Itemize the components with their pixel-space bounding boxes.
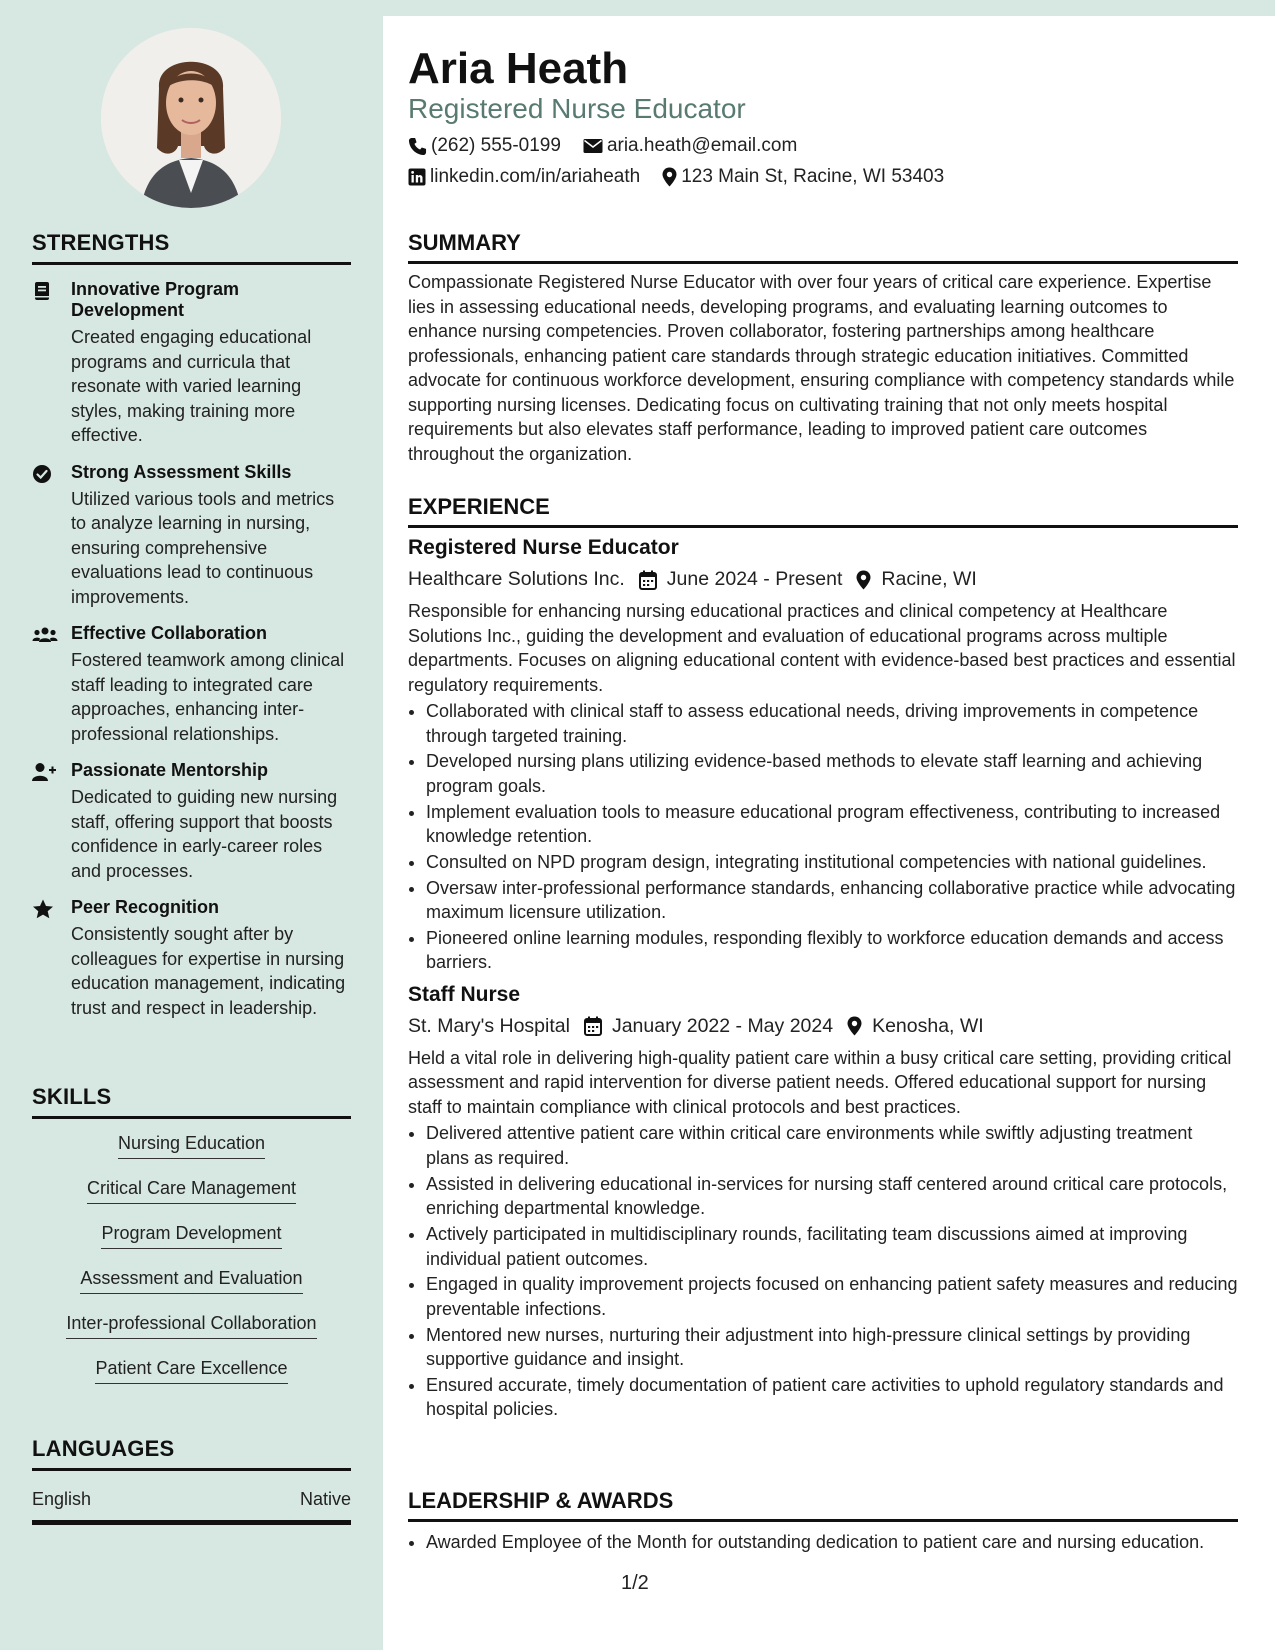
job-dates [639,568,843,591]
job-location-text: Kenosha, WI [872,1014,984,1037]
candidate-name: Aria Heath [408,44,629,93]
strength-item [32,623,351,746]
map-pin-icon [856,570,871,590]
job-description: Held a vital role in delivering high-quality patient care within a busy critical care setting, providing critical assessment and rapid intervention for diverse patient needs. Offered educational support for nursing staff to maintain compliance with clinical protocols and best practices. [408,1047,1232,1117]
job-meta [408,568,1238,591]
address-contact [662,166,944,188]
linkedin-icon [408,168,426,186]
job-bullet: • Assisted in delivering educational in-services for nursing staff centered around critical care protocols, enriching departmental knowledge. [426,1172,1238,1221]
strength-item [32,897,351,1020]
job-title: Registered Nurse Educator [408,536,679,559]
job-company: St. Mary's Hospital [408,1014,570,1037]
job-company: Healthcare Solutions Inc. [408,568,625,590]
language-row [32,1489,351,1525]
strengths-title: STRENGTHS [32,230,351,265]
strength-title: Innovative Program Development [71,279,240,320]
job-bullet: • Oversaw inter-professional performance standards, enhancing collaborative practice while advocating maximum licensure utilization. [426,876,1238,925]
sidebar [0,0,383,1650]
job-bullets [408,1121,1238,1421]
skill-tag: Nursing Education [118,1133,265,1159]
phone-contact[interactable] [408,135,561,157]
strength-item [32,760,351,883]
linkedin-contact[interactable] [408,166,640,188]
job-bullet: • Actively participated in multidisciplinary rounds, facilitating team discussions aimed at improving individual patient outcomes. [426,1222,1238,1271]
map-pin-icon [662,167,677,187]
skill-tag: Inter-professional Collaboration [66,1313,316,1339]
strength-description: Created engaging educational programs and curricula that resonate with varied learning styles, making training more effective. [71,327,312,445]
experience-section [408,494,1238,1423]
strength-title: Effective Collaboration [71,623,268,643]
star-icon [32,899,56,919]
job-bullet: • Mentored new nurses, nurturing their adjustment into high-pressure clinical settings by providing supportive guidance and insight. [426,1323,1238,1372]
job-bullet: • Delivered attentive patient care within critical care environments while swiftly adjusting treatment plans as required. [426,1121,1238,1170]
job-dates-text: January 2022 - May 2024 [611,1014,834,1037]
main-content [383,16,1275,1650]
job-title: Staff Nurse [408,982,521,1006]
job-bullet: • Implement evaluation tools to measure educational program effectiveness, contributing to increased knowledge retention. [426,800,1238,849]
strength-description: Dedicated to guiding new nursing staff, offering support that boosts confidence in early-career roles and processes. [71,787,338,881]
skill-tag: Critical Care Management [87,1178,296,1204]
job-bullet: • Consulted on NPD program design, integrating institutional competencies with national guidelines. [426,850,1238,875]
candidate-role: Registered Nurse Educator [408,93,746,124]
phone-text: (262) 555-0199 [431,135,561,156]
strength-description: Consistently sought after by colleagues for expertise in nursing education management, indicating trust and respect in leadership. [71,924,346,1018]
portrait-image [101,28,281,208]
avatar [101,28,281,208]
awards-title: LEADERSHIP & AWARDS [408,1488,1238,1522]
skills-title: SKILLS [32,1084,351,1119]
skill-tag: Assessment and Evaluation [80,1268,302,1294]
skills-list [32,1133,351,1403]
strength-description: Fostered teamwork among clinical staff leading to integrated care approaches, enhancing inter-professional relationships. [71,650,345,744]
job-entry [408,983,1238,1422]
language-level: Native [299,1489,351,1509]
page-number: 1/2 [621,1572,649,1594]
strength-item [32,462,351,610]
job-location [856,568,976,591]
job-bullet: • Collaborated with clinical staff to assess educational needs, driving improvements in competence through targeted training. [426,699,1238,748]
languages-section [32,1436,351,1525]
job-bullet: • Ensured accurate, timely documentation of patient care activities to uphold regulatory standards and hospital policies. [426,1373,1238,1422]
strength-title: Passionate Mentorship [71,760,269,780]
contact-row [408,135,819,157]
skill-tag: Patient Care Excellence [95,1358,287,1384]
address-text: 123 Main St, Racine, WI 53403 [681,166,945,187]
strength-description: Utilized various tools and metrics to analyze learning in nursing, ensuring comprehensive evaluations lead to continuous improvements. [71,488,335,607]
summary-title: SUMMARY [408,230,1238,264]
job-location-text: Racine, WI [881,568,977,590]
job-entry [408,536,1238,975]
email-text: aria.heath@email.com [606,135,798,156]
awards-bullets [408,1530,1238,1555]
job-dates [584,1015,833,1038]
awards-section [408,1488,1238,1556]
language-name: English [32,1489,92,1509]
calendar-icon [584,1016,602,1036]
languages-title: LANGUAGES [32,1436,351,1471]
phone-icon [408,137,427,156]
users-icon [32,625,56,645]
job-bullet: • Developed nursing plans utilizing evidence-based methods to elevate staff learning and achieving program goals. [426,749,1238,798]
user-plus-icon [32,762,56,782]
strength-item [32,279,351,448]
linkedin-text: linkedin.com/in/ariaheath [430,166,641,187]
job-meta [408,1015,1238,1038]
summary-section [408,230,1238,466]
job-dates-text: June 2024 - Present [666,568,843,590]
experience-title: EXPERIENCE [408,494,1238,528]
calendar-icon [639,570,657,590]
job-bullet: • Engaged in quality improvement projects focused on enhancing patient safety measures and reducing preventable infections. [426,1272,1238,1321]
job-bullet: • Pioneered online learning modules, responding flexibly to workforce education demands and access barriers. [426,926,1238,975]
job-description: Responsible for enhancing nursing educational practices and clinical competency at Healthcare Solutions Inc., guiding the development and evaluation of educational programs across multiple departments. Focuses on aligning educational content with evidence-based best practices and essential regulatory requirements. [408,601,1236,695]
summary-text: Compassionate Registered Nurse Educator with over four years of critical care experience. Expertise lies in assessing educational needs, developing programs, and evaluating learning outcomes to enhance nursing competencies. Proven collaborator, fostering partnerships among healthcare professionals, enhancing patient care standards through strategic education initiatives. Committed advocate for continuous workforce development, ensuring compliance with competency standards while supporting nursing licenses. Dedicating focus on cultivating training that not only meets hospital requirements but also elevates staff performance, leading to improved patient care outcomes throughout the organization. [408,272,1235,464]
contact-row-2 [408,166,966,188]
book-icon [32,281,56,301]
check-circle-icon [32,464,56,484]
skill-tag: Program Development [101,1223,281,1249]
email-contact[interactable] [583,135,797,157]
map-pin-icon [847,1016,862,1036]
strength-title: Peer Recognition [71,897,220,917]
envelope-icon [583,138,603,154]
strengths-section [32,230,351,1020]
strength-title: Strong Assessment Skills [71,461,292,482]
job-location [847,1015,984,1038]
skills-section [32,1084,351,1403]
award-bullet: • Awarded Employee of the Month for outstanding dedication to patient care and nursing education. [426,1530,1238,1555]
job-bullets [408,699,1238,975]
